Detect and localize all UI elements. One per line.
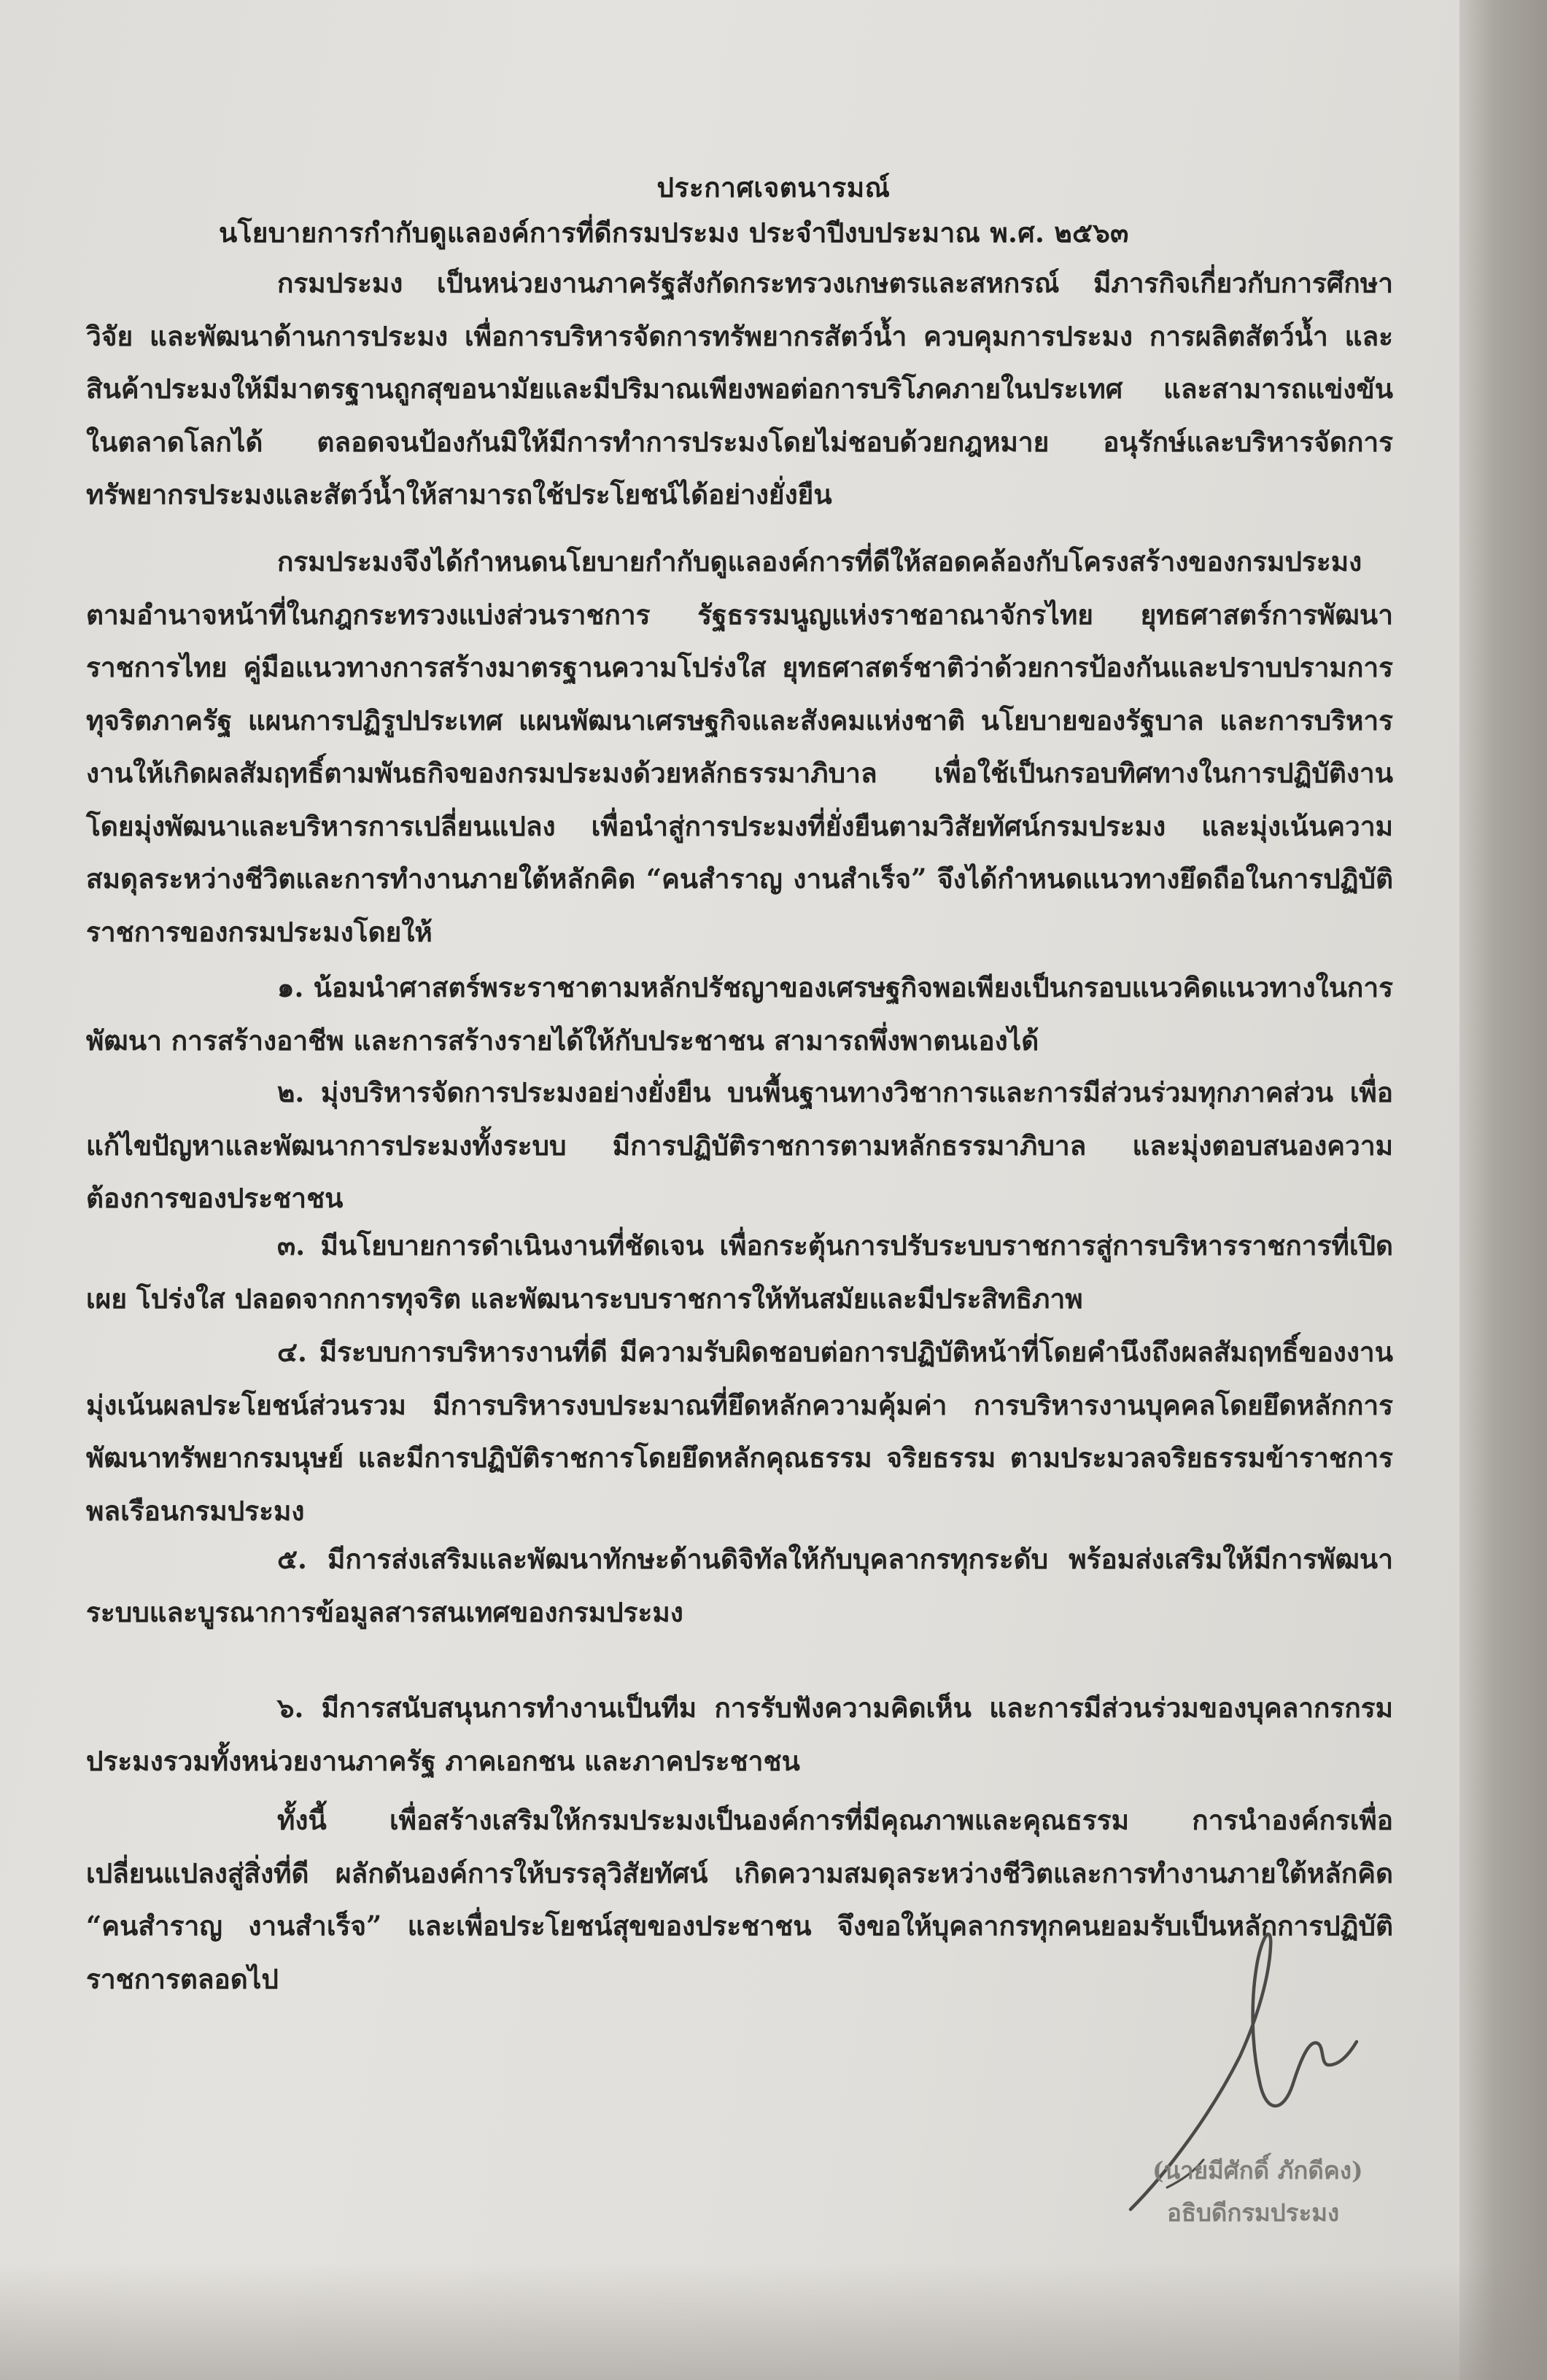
- document-title: ประกาศเจตนารมณ์: [656, 171, 891, 203]
- paragraph-policy-text: กรมประมงจึงได้กำหนดนโยบายกำกับดูแลองค์การที่ดีให้สอดคล้องกับโครงสร้างของกรมประมงตามอำนาจหน้าที่ในกฎกระทรวงแบ่งส่วนราชการ รัฐธรรมนูญแห่งราชอาณาจักรไทย ยุทธศาสตร์การพัฒนาราชการไทย คู่มือแนวทางการสร้างมาตรฐานความโปร่งใส ยุทธศาสตร์ชาติว่าด้วยการป้องกันและปราบปรามการทุจริตภาครัฐ แผนการปฏิรูปประเทศ แผนพัฒนาเศรษฐกิจและสังคมแห่งชาติ นโยบายของรัฐบาล และการบริหารงานให้เกิดผลสัมฤทธิ์ตามพันธกิจของกรมประมงด้วยหลักธรรมาภิบาล เพื่อใช้เป็นกรอบทิศทางในการปฏิบัติงาน โดยมุ่งพัฒนาและบริหารการเปลี่ยนแปลง เพื่อนำสู่การประมงที่ยั่งยืนตามวิสัยทัศน์กรมประมง และมุ่งเน้นความสมดุลระหว่างชีวิตและการทำงานภายใต้หลักคิด “คนสำราญ งานสำเร็จ” จึงได้กำหนดแนวทางยึดถือในการปฏิบัติราชการของกรมประมงโดยให้: [86, 545, 1393, 948]
- policy-item-4-text: ๔. มีระบบการบริหารงานที่ดี มีความรับผิดชอบต่อการปฏิบัติหน้าที่โดยคำนึงถึงผลสัมฤทธิ์ของงาน มุ่งเน้นผลประโยชน์ส่วนรวม มีการบริหารงบประมาณที่ยึดหลักความคุ้มค่า การบริหารงานบุคคลโดยยึดหลักการพัฒนาทรัพยากรมนุษย์ และมีการปฏิบัติราชการโดยยึดหลักคุณธรรม จริยธรรม ตามประมวลจริยธรรมข้าราชการพลเรือนกรมประมง: [86, 1336, 1393, 1527]
- policy-item-1: [86, 961, 1393, 1067]
- policy-item-3-text: ๓. มีนโยบายการดำเนินงานที่ชัดเจน เพื่อกระตุ้นการปรับระบบราชการสู่การบริหารราชการที่เปิดเผย โปร่งใส ปลอดจากการทุจริต และพัฒนาระบบราชการให้ทันสมัยและมีประสิทธิภาพ: [86, 1229, 1393, 1315]
- policy-item-2: [86, 1066, 1393, 1225]
- paragraph-policy: [86, 535, 1393, 958]
- policy-item-6: [86, 1681, 1393, 1787]
- policy-item-5: [86, 1533, 1393, 1638]
- policy-item-5-text: ๕. มีการส่งเสริมและพัฒนาทักษะด้านดิจิทัลให้กับบุคลากรทุกระดับ พร้อมส่งเสริมให้มีการพัฒนาระบบและบูรณาการข้อมูลสารสนเทศของกรมประมง: [86, 1543, 1393, 1628]
- paragraph-intro: [86, 257, 1393, 521]
- paragraph-closing-text: ทั้งนี้ เพื่อสร้างเสริมให้กรมประมงเป็นองค์การที่มีคุณภาพและคุณธรรม การนำองค์กรเพื่อเปลี่ยนแปลงสู่สิ่งที่ดี ผลักดันองค์การให้บรรลุวิสัยทัศน์ เกิดความสมดุลระหว่างชีวิตและการทำงานภายใต้หลักคิด “คนสำราญ งานสำเร็จ” และเพื่อประโยชน์สุขของประชาชน จึงขอให้บุคลากรทุกคนยอมรับเป็นหลักการปฏิบัติราชการตลอดไป: [86, 1804, 1393, 1995]
- policy-item-6-text: ๖. มีการสนับสนุนการทำงานเป็นทีม การรับฟังความคิดเห็น และการมีส่วนร่วมของบุคลากรกรมประมงรวมทั้งหน่วยงานภาครัฐ ภาคเอกชน และภาคประชาชน: [86, 1692, 1393, 1777]
- signatory-position: อธิบดีกรมประมง: [1167, 2198, 1340, 2227]
- paragraph-intro-text: กรมประมง เป็นหน่วยงานภาครัฐสังกัดกระทรวงเกษตรและสหกรณ์ มีภารกิจเกี่ยวกับการศึกษา วิจัย และพัฒนาด้านการประมง เพื่อการบริหารจัดการทรัพยากรสัตว์น้ำ ควบคุมการประมง การผลิตสัตว์น้ำ และสินค้าประมงให้มีมาตรฐานถูกสุขอนามัยและมีปริมาณเพียงพอต่อการบริโภคภายในประเทศ และสามารถแข่งขันในตลาดโลกได้ ตลอดจนป้องกันมิให้มีการทำการประมงโดยไม่ชอบด้วยกฎหมาย อนุรักษ์และบริหารจัดการทรัพยากรประมงและสัตว์น้ำให้สามารถใช้ประโยชน์ได้อย่างยั่งยืน: [86, 267, 1393, 510]
- policy-item-1-text: ๑. น้อมนำศาสตร์พระราชาตามหลักปรัชญาของเศรษฐกิจพอเพียงเป็นกรอบแนวคิดแนวทางในการพัฒนา การสร้างอาชีพ และการสร้างรายได้ให้กับประชาชน สามารถพึ่งพาตนเองได้: [86, 971, 1393, 1057]
- bottom-shadow: [0, 2263, 1547, 2380]
- policy-item-3: [86, 1219, 1393, 1325]
- policy-item-2-text: ๒. มุ่งบริหารจัดการประมงอย่างยั่งยืน บนพื้นฐานทางวิชาการและการมีส่วนร่วมทุกภาคส่วน เพื่อแก้ไขปัญหาและพัฒนาการประมงทั้งระบบ มีการปฏิบัติราชการตามหลักธรรมาภิบาล และมุ่งตอบสนองความต้องการของประชาชน: [86, 1076, 1393, 1214]
- policy-item-4: [86, 1326, 1393, 1537]
- document-subtitle: นโยบายการกำกับดูแลองค์การที่ดีกรมประมง ประจำปีงบประมาณ พ.ศ. ๒๕๖๓: [219, 217, 1129, 249]
- signatory-name: (นายมีศักดิ์ ภักดีคง): [1152, 2156, 1363, 2185]
